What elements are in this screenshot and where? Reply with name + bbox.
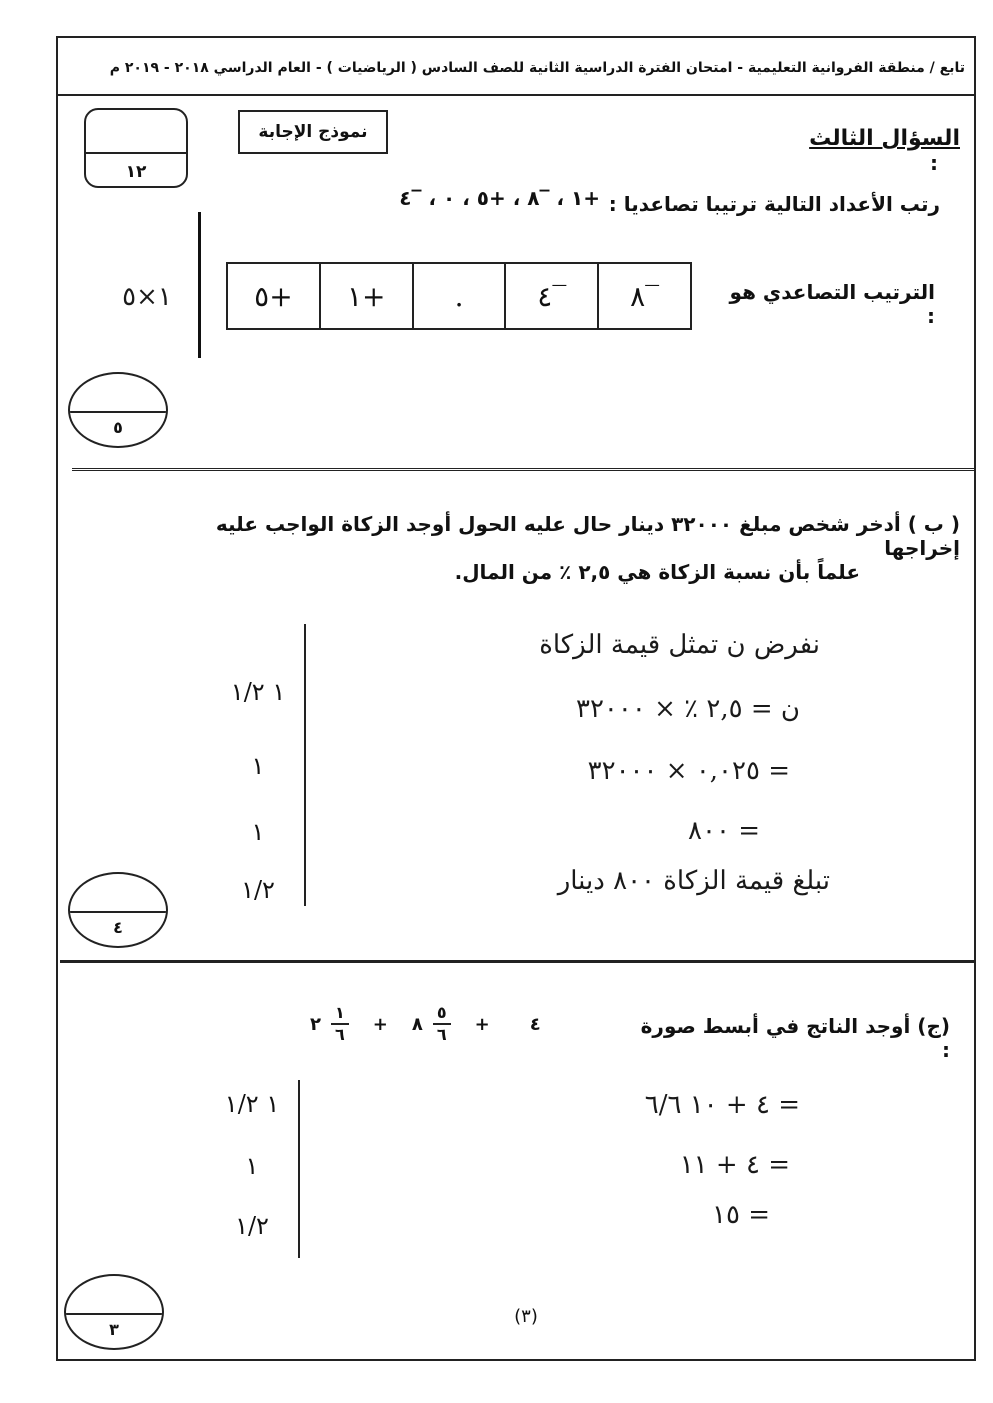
part-a-score: ٥ [113,418,123,437]
part-b-mark: ١ [251,752,265,780]
question-title-row [780,126,960,175]
part-c-mark: ١ [245,1152,259,1180]
section-divider [60,960,976,963]
part-c-score: ٣ [109,1320,119,1339]
part-b-prompt-line2: علماً بأن نسبة الزكاة هي ٢,٥ ٪ من المال. [454,560,860,584]
answer-model-label: نموذج الإجابة [238,110,388,154]
fraction-denominator: ٦ [436,1025,447,1044]
part-c-work-line: = ٤ + ١١ [679,1150,790,1180]
part-c-work-line: = ١٥ [712,1200,770,1230]
part-c-marks-divider [298,1080,300,1258]
order-prompt: رتب الأعداد التالية ترتيبا تصاعديا : [608,192,940,216]
part-b-mark: ١ ١/٢ [230,678,286,706]
part-b-work-line: ن = ٢,٥ ٪ × ٣٢٠٠٠ [576,694,800,724]
exam-header: تابع / منطقة الفروانية التعليمية - امتحان الفترة الدراسية الثانية للصف السادس ( الرياضيات ) - العام الدراسي ٢٠١٨ - ٢٠١٩ م [109,60,965,76]
fraction-numerator: ٥ [433,1003,451,1025]
marks-divider [198,212,201,358]
part-b-work-line: تبلغ قيمة الزكاة ٨٠٠ دينار [557,866,830,896]
mixed-b-whole: ٨ [411,1013,423,1035]
part-b-mark: ١/٢ [241,876,275,904]
title-colon: : [930,151,938,175]
mixed-b-fraction [433,1003,451,1045]
order-cell: +٥ [254,279,293,313]
order-cell: . [412,264,505,328]
order-cell: +١ [319,264,412,328]
mixed-c-whole: ٢ [310,1013,321,1035]
part-c-expression [310,1000,580,1048]
plus-sign: + [474,1013,490,1035]
marks-note: ١×٥ [122,282,172,312]
order-cell: ‾٤ [504,264,597,328]
total-score-box [84,108,188,188]
header-divider [56,94,976,96]
question-title: السؤال الثالث [809,126,960,151]
part-b-work-line: = ٠,٠٢٥ × ٣٢٠٠٠ [587,756,790,786]
part-a-score-oval [68,372,168,448]
part-b-score-oval [68,872,168,948]
plus-sign: + [372,1013,388,1035]
part-b-work-line: نفرض ن تمثل قيمة الزكاة [539,630,820,660]
order-cell: ‾٨ [597,264,690,328]
part-b-prompt-line1: ( ب ) أدخر شخص مبلغ ٣٢٠٠٠ دينار حال عليه الحول أوجد الزكاة الواجب عليه إخراجها [215,512,960,560]
part-b-marks-divider [304,624,306,906]
part-b-mark: ١ [251,818,265,846]
whole-a: ٤ [529,1013,541,1035]
mixed-c-fraction [331,1003,349,1045]
part-c-mark: ١ ١/٢ [224,1090,280,1118]
numbers-list: +١ ، ‾٨ ، +٥ ، ٠ ، ‾٤ [399,186,600,210]
part-c-score-oval [64,1274,164,1350]
part-b-score: ٤ [113,918,123,937]
part-b-work-line: = ٨٠٠ [688,816,760,846]
page-number: (٣) [514,1306,538,1327]
fraction-numerator: ١ [331,1003,349,1025]
part-c-mark: ١/٢ [235,1212,269,1240]
part-c-work-line: = ٤ + ١٠ ٦/٦ [644,1090,800,1120]
part-c-prompt: (ج) أوجد الناتج في أبسط صورة : [640,1014,950,1062]
ascending-order-table [226,262,692,330]
section-divider [72,468,976,474]
order-label: الترتيب التصاعدي هو : [729,280,935,328]
total-score: ١٢ [125,162,147,182]
fraction-denominator: ٦ [335,1025,345,1044]
